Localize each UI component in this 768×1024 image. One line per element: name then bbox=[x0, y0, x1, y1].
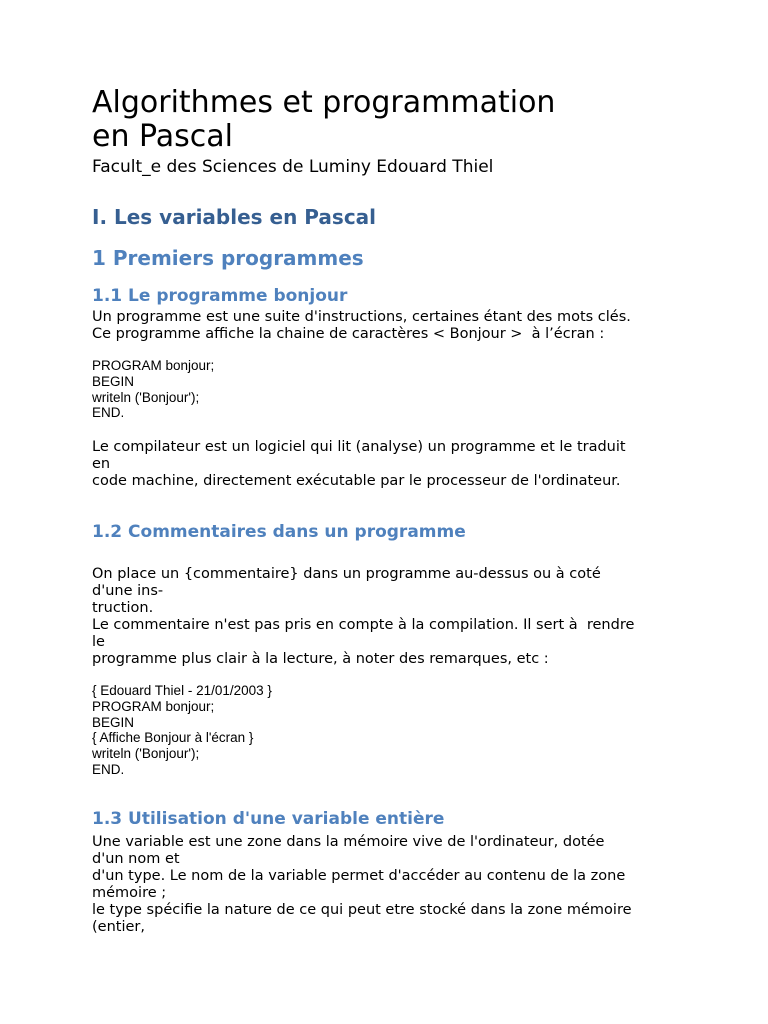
text-line: le bbox=[92, 634, 105, 650]
section-heading-1-1: 1.1 Le programme bonjour bbox=[92, 286, 348, 306]
text-line: code machine, directement exécutable par le processeur de l'ordinateur. bbox=[92, 473, 621, 489]
code-line: PROGRAM bonjour; bbox=[92, 358, 215, 373]
code-line: END. bbox=[92, 761, 125, 777]
title-line-1: Algorithmes et programmation bbox=[92, 85, 556, 120]
code-line: writeln ('Bonjour'); bbox=[92, 746, 200, 762]
code-line: { Edouard Thiel - 21/01/2003 } bbox=[92, 683, 272, 698]
document-title bbox=[92, 86, 692, 154]
code-block-commented bbox=[92, 683, 692, 778]
section-heading-1-3: 1.3 Utilisation d'une variable entière bbox=[92, 809, 445, 829]
text-line: le type spécifie la nature de ce qui peut etre stocké dans la zone mémoire bbox=[92, 902, 632, 918]
text-line: d'un type. Le nom de la variable permet d'accéder au contenu de la zone bbox=[92, 868, 626, 884]
code-line: PROGRAM bonjour; bbox=[92, 698, 215, 714]
part-heading: I. Les variables en Pascal bbox=[92, 205, 377, 229]
text-line: Un programme est une suite d'instructions, certaines étant des mots clés. bbox=[92, 309, 631, 325]
title-line-2: en Pascal bbox=[92, 119, 233, 154]
code-line: BEGIN bbox=[92, 373, 135, 389]
section-1-1-after bbox=[92, 439, 692, 490]
section-1-1-intro bbox=[92, 309, 692, 343]
text-line: On place un {commentaire} dans un programme au-dessus ou à coté bbox=[92, 566, 601, 582]
text-line: d'une ins- bbox=[92, 583, 164, 599]
section-heading-1-2: 1.2 Commentaires dans un programme bbox=[92, 522, 466, 542]
section-1-3-intro bbox=[92, 834, 692, 936]
code-line: writeln ('Bonjour'); bbox=[92, 389, 200, 405]
code-line: END. bbox=[92, 405, 125, 421]
document-subtitle: Facult_e des Sciences de Luminy Edouard Thiel bbox=[92, 157, 494, 177]
text-line: d'un nom et bbox=[92, 851, 180, 867]
text-line: Ce programme affiche la chaine de caractères < Bonjour > à l’écran : bbox=[92, 326, 605, 342]
section-1-2-intro bbox=[92, 566, 692, 668]
text-line: truction. bbox=[92, 600, 154, 616]
text-line: en bbox=[92, 456, 111, 472]
text-line: Le compilateur est un logiciel qui lit (analyse) un programme et le traduit bbox=[92, 439, 626, 455]
chapter-heading: 1 Premiers programmes bbox=[92, 246, 364, 270]
code-line: { Affiche Bonjour à l'écran } bbox=[92, 730, 254, 746]
text-line: programme plus clair à la lecture, à noter des remarques, etc : bbox=[92, 651, 549, 667]
text-line: mémoire ; bbox=[92, 885, 167, 901]
code-line: BEGIN bbox=[92, 714, 135, 730]
text-line: Le commentaire n'est pas pris en compte à la compilation. Il sert à rendre bbox=[92, 617, 635, 633]
text-line: (entier, bbox=[92, 919, 145, 935]
text-line: Une variable est une zone dans la mémoire vive de l'ordinateur, dotée bbox=[92, 834, 605, 850]
code-block-bonjour bbox=[92, 358, 692, 421]
